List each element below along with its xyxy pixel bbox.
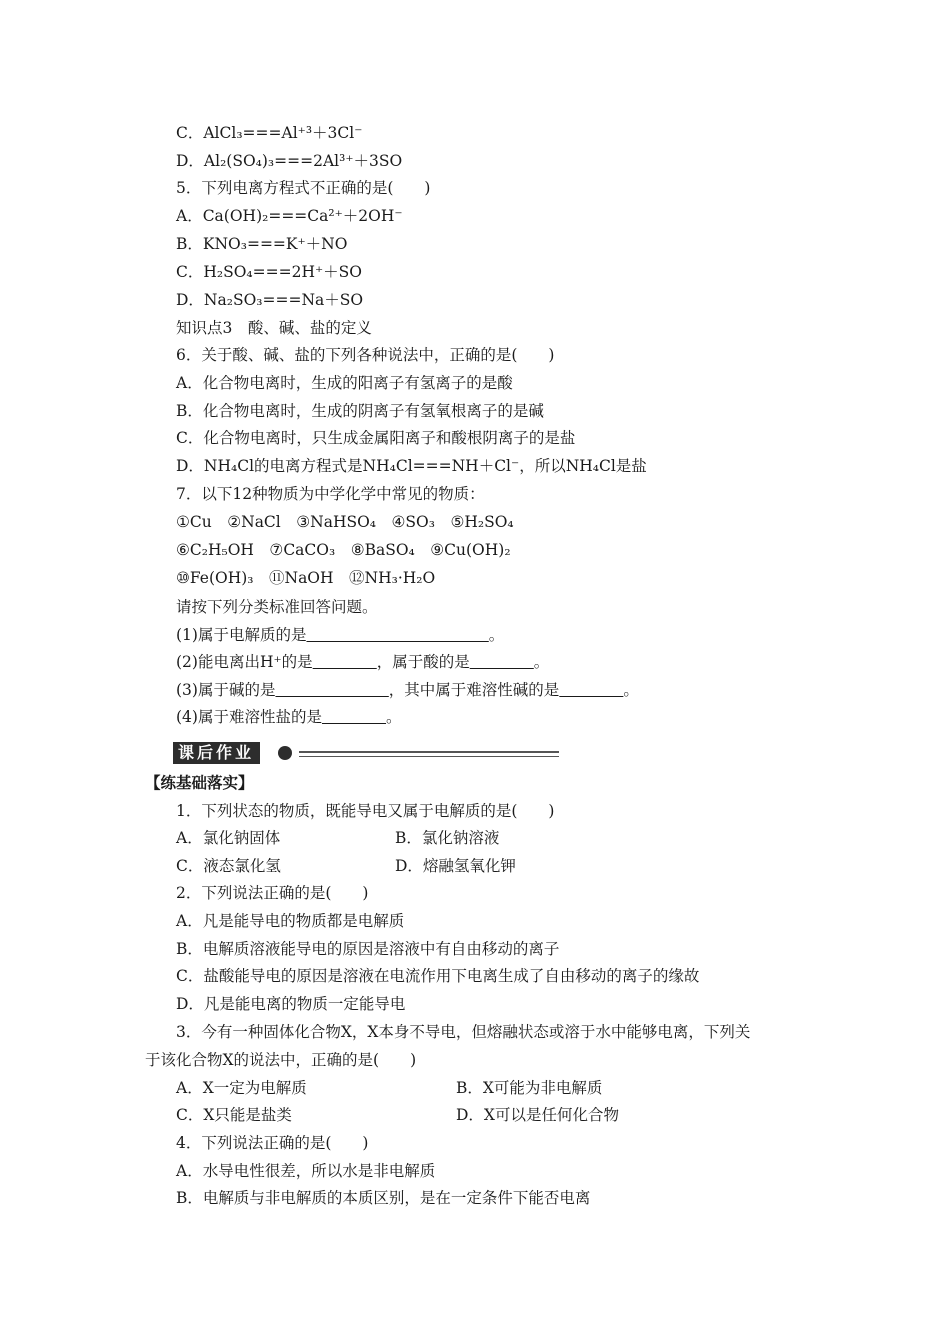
q5-option-d: D．Na₂SO₃===Na＋SO xyxy=(176,291,364,309)
hw-q2-option-a: A．凡是能导电的物质都是电解质 xyxy=(176,912,405,930)
hw-question-3-cont: 于该化合物X的说法中，正确的是( ) xyxy=(145,1051,417,1069)
knowledge-point-3: 知识点3 酸、碱、盐的定义 xyxy=(176,319,372,337)
question-6: 6．关于酸、碱、盐的下列各种说法中，正确的是( ) xyxy=(176,346,555,364)
section-heading: 【练基础落实】 xyxy=(145,773,254,792)
hw-q2-option-b: B．电解质溶液能导电的原因是溶液中有自由移动的离子 xyxy=(176,940,560,958)
q6-option-b: B．化合物电离时，生成的阴离子有氢氧根离子的是碱 xyxy=(176,402,544,420)
hw-q3-option-b: B．X可能为非电解质 xyxy=(456,1079,603,1097)
hw-question-3: 3．今有一种固体化合物X，X本身不导电，但熔融状态或溶于水中能够电离，下列关 xyxy=(176,1023,751,1041)
hw-q3-option-d: D．X可以是任何化合物 xyxy=(456,1106,619,1124)
option-c: C．AlCl₃===Al⁺³＋3Cl⁻ xyxy=(176,124,363,142)
hw-q1-option-d: D．熔融氢氧化钾 xyxy=(395,857,516,875)
answer-blank[interactable] xyxy=(306,626,488,644)
substance-list-1: ①Cu ②NaCl ③NaHSO₄ ④SO₃ ⑤H₂SO₄ xyxy=(176,513,514,531)
hw-q3-option-c: C．X只能是盐类 xyxy=(176,1106,292,1124)
homework-banner xyxy=(173,742,563,764)
question-7-part-3: (3)属于碱的是 ，其中属于难溶性碱的是 。 xyxy=(176,681,639,699)
question-7-part-2: (2)能电离出H⁺的是 ，属于酸的是 。 xyxy=(176,653,550,671)
hw-q4-option-a: A．水导电性很差，所以水是非电解质 xyxy=(176,1162,436,1180)
hw-question-2: 2．下列说法正确的是( ) xyxy=(176,884,369,902)
hw-q3-option-a: A．X一定为电解质 xyxy=(176,1079,307,1097)
question-5: 5．下列电离方程式不正确的是( ) xyxy=(176,179,431,197)
hw-question-1: 1．下列状态的物质，既能导电又属于电解质的是( ) xyxy=(176,802,555,820)
question-7-instruction: 请按下列分类标准回答问题。 xyxy=(176,598,378,616)
option-d: D．Al₂(SO₄)₃===2Al³⁺＋3SO xyxy=(176,152,403,170)
hw-q2-option-c: C．盐酸能导电的原因是溶液在电流作用下电离生成了自由移动的离子的缘故 xyxy=(176,967,700,985)
bullet-icon xyxy=(278,746,292,760)
substance-list-2: ⑥C₂H₅OH ⑦CaCO₃ ⑧BaSO₄ ⑨Cu(OH)₂ xyxy=(176,541,511,559)
hw-q1-option-c: C．液态氯化氢 xyxy=(176,857,281,875)
banner-rule xyxy=(299,751,559,757)
q6-option-c: C．化合物电离时，只生成金属阳离子和酸根阴离子的是盐 xyxy=(176,429,576,447)
hw-q4-option-b: B．电解质与非电解质的本质区别，是在一定条件下能否电离 xyxy=(176,1189,591,1207)
question-7-part-4: (4)属于难溶性盐的是 。 xyxy=(176,708,402,726)
q5-option-a: A．Ca(OH)₂===Ca²⁺＋2OH⁻ xyxy=(176,207,403,225)
banner-title: 课后作业 xyxy=(173,742,260,764)
hw-question-4: 4．下列说法正确的是( ) xyxy=(176,1134,369,1152)
answer-blank[interactable] xyxy=(313,653,377,671)
q6-option-d: D．NH₄Cl的电离方程式是NH₄Cl===NH＋Cl⁻，所以NH₄Cl是盐 xyxy=(176,457,647,475)
hw-q1-option-a: A．氯化钠固体 xyxy=(176,829,281,847)
hw-q1-option-b: B．氯化钠溶液 xyxy=(395,829,500,847)
q5-option-b: B．KNO₃===K⁺＋NO xyxy=(176,235,348,253)
question-7: 7．以下12种物质为中学化学中常见的物质： xyxy=(176,485,485,503)
q5-option-c: C．H₂SO₄===2H⁺＋SO xyxy=(176,263,362,281)
answer-blank[interactable] xyxy=(322,708,386,726)
answer-blank[interactable] xyxy=(470,653,534,671)
q6-option-a: A．化合物电离时，生成的阳离子有氢离子的是酸 xyxy=(176,374,513,392)
answer-blank[interactable] xyxy=(275,681,388,699)
answer-blank[interactable] xyxy=(559,681,623,699)
hw-q2-option-d: D．凡是能电离的物质一定能导电 xyxy=(176,995,406,1013)
question-7-part-1: (1)属于电解质的是 。 xyxy=(176,626,505,644)
substance-list-3: ⑩Fe(OH)₃ ⑪NaOH ⑫NH₃·H₂O xyxy=(176,569,436,587)
